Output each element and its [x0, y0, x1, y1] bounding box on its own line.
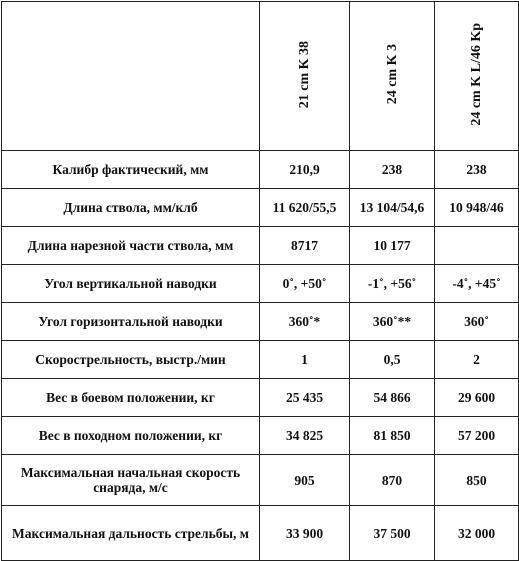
row-label: Вес в походном положении, кг — [2, 417, 260, 455]
table-cell — [435, 227, 519, 265]
table-cell: 905 — [260, 455, 350, 506]
table-cell: 33 900 — [260, 506, 350, 561]
table-cell: 360˚* — [260, 303, 350, 341]
table-cell: 238 — [350, 151, 435, 189]
table-cell: 2 — [435, 341, 519, 379]
table-cell: 54 866 — [350, 379, 435, 417]
table-row — [2, 303, 519, 341]
table-cell: 0˚, +50˚ — [260, 265, 350, 303]
table-row — [2, 151, 519, 189]
table-cell: 11 620/55,5 — [260, 189, 350, 227]
specs-table — [1, 1, 519, 561]
column-header-label: 24 cm K L/46 Kp — [469, 23, 484, 126]
table-cell: 870 — [350, 455, 435, 506]
column-header — [350, 2, 435, 151]
row-label: Угол вертикальной наводки — [2, 265, 260, 303]
corner-cell — [2, 2, 260, 151]
table-cell: 10 948/46 — [435, 189, 519, 227]
row-label: Максимальная дальность стрельбы, м — [2, 506, 260, 561]
table-row — [2, 227, 519, 265]
table-cell: 0,5 — [350, 341, 435, 379]
table-cell: 10 177 — [350, 227, 435, 265]
table-row — [2, 265, 519, 303]
table-cell: 32 000 — [435, 506, 519, 561]
table-row — [2, 379, 519, 417]
row-label: Максимальная начальная скорость снаряда, м/с — [2, 455, 260, 506]
table-cell: -1˚, +56˚ — [350, 265, 435, 303]
row-label: Длина нарезной части ствола, мм — [2, 227, 260, 265]
column-header — [435, 2, 519, 151]
table-row — [2, 506, 519, 561]
table-cell: 850 — [435, 455, 519, 506]
column-header-label: 24 cm K 3 — [384, 44, 400, 105]
column-header — [260, 2, 350, 151]
table-row — [2, 341, 519, 379]
row-label: Вес в боевом положении, кг — [2, 379, 260, 417]
table-cell: 360˚** — [350, 303, 435, 341]
table-cell: 13 104/54,6 — [350, 189, 435, 227]
table-cell: 29 600 — [435, 379, 519, 417]
table-cell: 238 — [435, 151, 519, 189]
table-cell: 37 500 — [350, 506, 435, 561]
column-header-label: 21 cm K 38 — [297, 40, 312, 109]
row-label: Угол горизонтальной наводки — [2, 303, 260, 341]
table-row — [2, 189, 519, 227]
table-row — [2, 455, 519, 506]
table-cell: 1 — [260, 341, 350, 379]
table-cell: 81 850 — [350, 417, 435, 455]
row-label: Калибр фактический, мм — [2, 151, 260, 189]
table-cell: 25 435 — [260, 379, 350, 417]
table-cell: 360˚ — [435, 303, 519, 341]
row-label: Скорострельность, выстр./мин — [2, 341, 260, 379]
table-cell: 8717 — [260, 227, 350, 265]
table-cell: 210,9 — [260, 151, 350, 189]
table-row — [2, 417, 519, 455]
table-cell: 57 200 — [435, 417, 519, 455]
table-cell: -4˚, +45˚ — [435, 265, 519, 303]
row-label: Длина ствола, мм/клб — [2, 189, 260, 227]
header-row — [2, 2, 519, 151]
table-cell: 34 825 — [260, 417, 350, 455]
